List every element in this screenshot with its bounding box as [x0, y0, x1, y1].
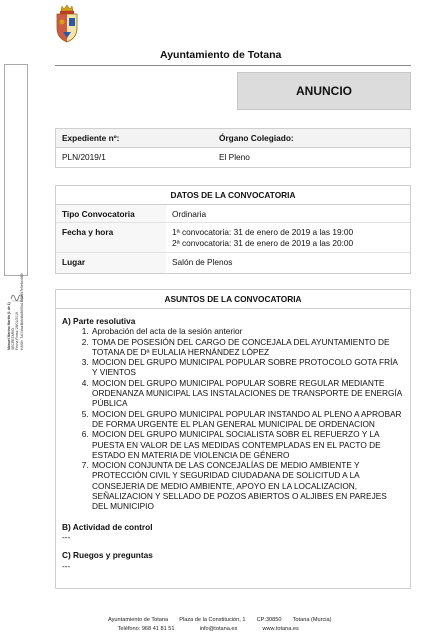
meeting-details-panel: [55, 185, 411, 274]
footer-postal-code: CP:30850: [256, 617, 282, 623]
meeting-place-row: [56, 253, 410, 273]
section-b-value: ---: [62, 531, 71, 542]
agenda-item: 2. TOMA DE POSESIÓN DEL CARGO DE CONCEJALA DEL AYUNTAMIENTO DE TOTANA DE Dª EULALIA HERNÁNDEZ LÓPEZ: [91, 337, 404, 358]
agenda-panel: [55, 289, 411, 589]
agenda-item: 3. MOCION DEL GRUPO MUNICIPAL POPULAR SOBRE PROTOCOLO GOTA FRÍA Y VIENTOS: [91, 357, 404, 378]
section-c-value: ---: [62, 560, 71, 571]
agenda-item: 6. MOCION DEL GRUPO MUNICIPAL SOCIALISTA SOBR EL REFUERZO Y LA PUESTA EN VALOR DE LAS MEDIDAS CONTEMPLADAS EN EL PACTO DE ESTADO EN MATERIA DE VIOLENCIA DE GÉNERO: [91, 429, 404, 460]
case-file-header-row: [56, 129, 410, 148]
meeting-datetime-values: [166, 223, 410, 252]
organization-name: Ayuntamiento de Totana: [160, 49, 282, 61]
agenda-item: 4. MOCION DEL GRUPO MUNICIPAL POPULAR SOBRE REGULAR MEDIANTE ORDENANZA MUNICIPAL LAS INSTALACIONES DE TRANSPORTE DE ENERGÍA PÚBLICA: [91, 378, 404, 409]
notice-title: ANUNCIO: [296, 84, 352, 98]
case-number-value: PLN/2019/1: [62, 152, 106, 162]
footer-address-line: [108, 617, 332, 623]
section-c-heading: C) Ruegos y preguntas: [62, 550, 153, 561]
signature-scribble-icon: [10, 290, 24, 302]
footer-website-link[interactable]: www.totana.es: [262, 626, 299, 632]
signature-role: SECRETARIO: [11, 328, 16, 351]
case-file-panel: [55, 128, 411, 168]
collegiate-body-value: El Pleno: [219, 152, 250, 162]
agenda-item: 5. MOCION DEL GRUPO MUNICIPAL POPULAR INSTANDO AL PLENO A APROBAR DE FORMA URGENTE EL PLAN GENERAL MUNICIPAL DE ORDENACION: [91, 409, 404, 430]
footer-phone: Teléfono: 968 41 81 51: [117, 626, 175, 632]
header-divider: [55, 65, 411, 66]
case-file-value-row: [56, 148, 410, 167]
meeting-details-title: DATOS DE LA CONVOCATORIA: [56, 186, 410, 205]
meeting-datetime-row: [56, 223, 410, 253]
signature-signer: Manuel Merino Martín (1 de 1): [7, 302, 11, 351]
agenda-item: 1. Aprobación del acta de la sesión anterior: [91, 326, 404, 336]
signature-hash: HASH: 7a00dca4fab48c8695a1f886b97e5e6cc869: [19, 273, 24, 351]
footer-address: Plaza de la Constitución, 1: [179, 617, 246, 623]
digital-signature-stamp: [4, 64, 28, 351]
signature-stamp-text: [7, 200, 24, 350]
footer-email-link[interactable]: info@totana.es: [199, 626, 238, 632]
meeting-type-value: Ordinaria: [172, 209, 207, 219]
meeting-type-row: [56, 205, 410, 223]
meeting-type-label: Tipo Convocatoria: [56, 205, 166, 222]
agenda-items-list: [91, 326, 404, 511]
footer-org: Ayuntamiento de Totana: [108, 617, 169, 623]
agenda-content: [56, 309, 410, 576]
meeting-place-value: Salón de Plenos: [172, 257, 233, 267]
footer-city: Totana (Murcia): [292, 617, 332, 623]
case-number-label: Expediente nº:: [62, 133, 120, 143]
footer-contact-line: [108, 626, 299, 632]
meeting-datetime-label: Fecha y hora: [56, 223, 166, 252]
notice-title-box: [237, 72, 411, 110]
first-call-datetime: 1ª convocatoria: 31 de enero de 2019 a las 19:00: [172, 227, 354, 237]
collegiate-body-label: Órgano Colegiado:: [219, 133, 294, 143]
agenda-item: 7. MOCION CONJUNTA DE LAS CONCEJALÍAS DE MEDIO AMBIENTE Y PROTECCIÓN CIVIL Y SEGURIDAD CIUDADANA DE SOLICITUD A LA CONSEJERIA DE MEDIO AMBIENTE, APOYO EN LA LOCALIZACION, SEÑALIZACION Y SELLADO DE POZOS ABIERTOS O ALJIBES EN PAREJES DEL MUNICIPIO: [91, 460, 404, 511]
municipal-crest-icon: [54, 4, 80, 44]
meeting-place-label: Lugar: [56, 253, 166, 273]
section-b-heading: B) Actividad de control: [62, 521, 153, 532]
second-call-datetime: 2ª convocatoria: 31 de enero de 2019 a las 20:00: [172, 237, 354, 248]
section-a-heading: A) Parte resolutiva: [62, 316, 136, 326]
agenda-title: ASUNTOS DE LA CONVOCATORIA: [56, 290, 410, 309]
signature-date: Fecha Firma: 28/01/2019: [15, 312, 20, 351]
